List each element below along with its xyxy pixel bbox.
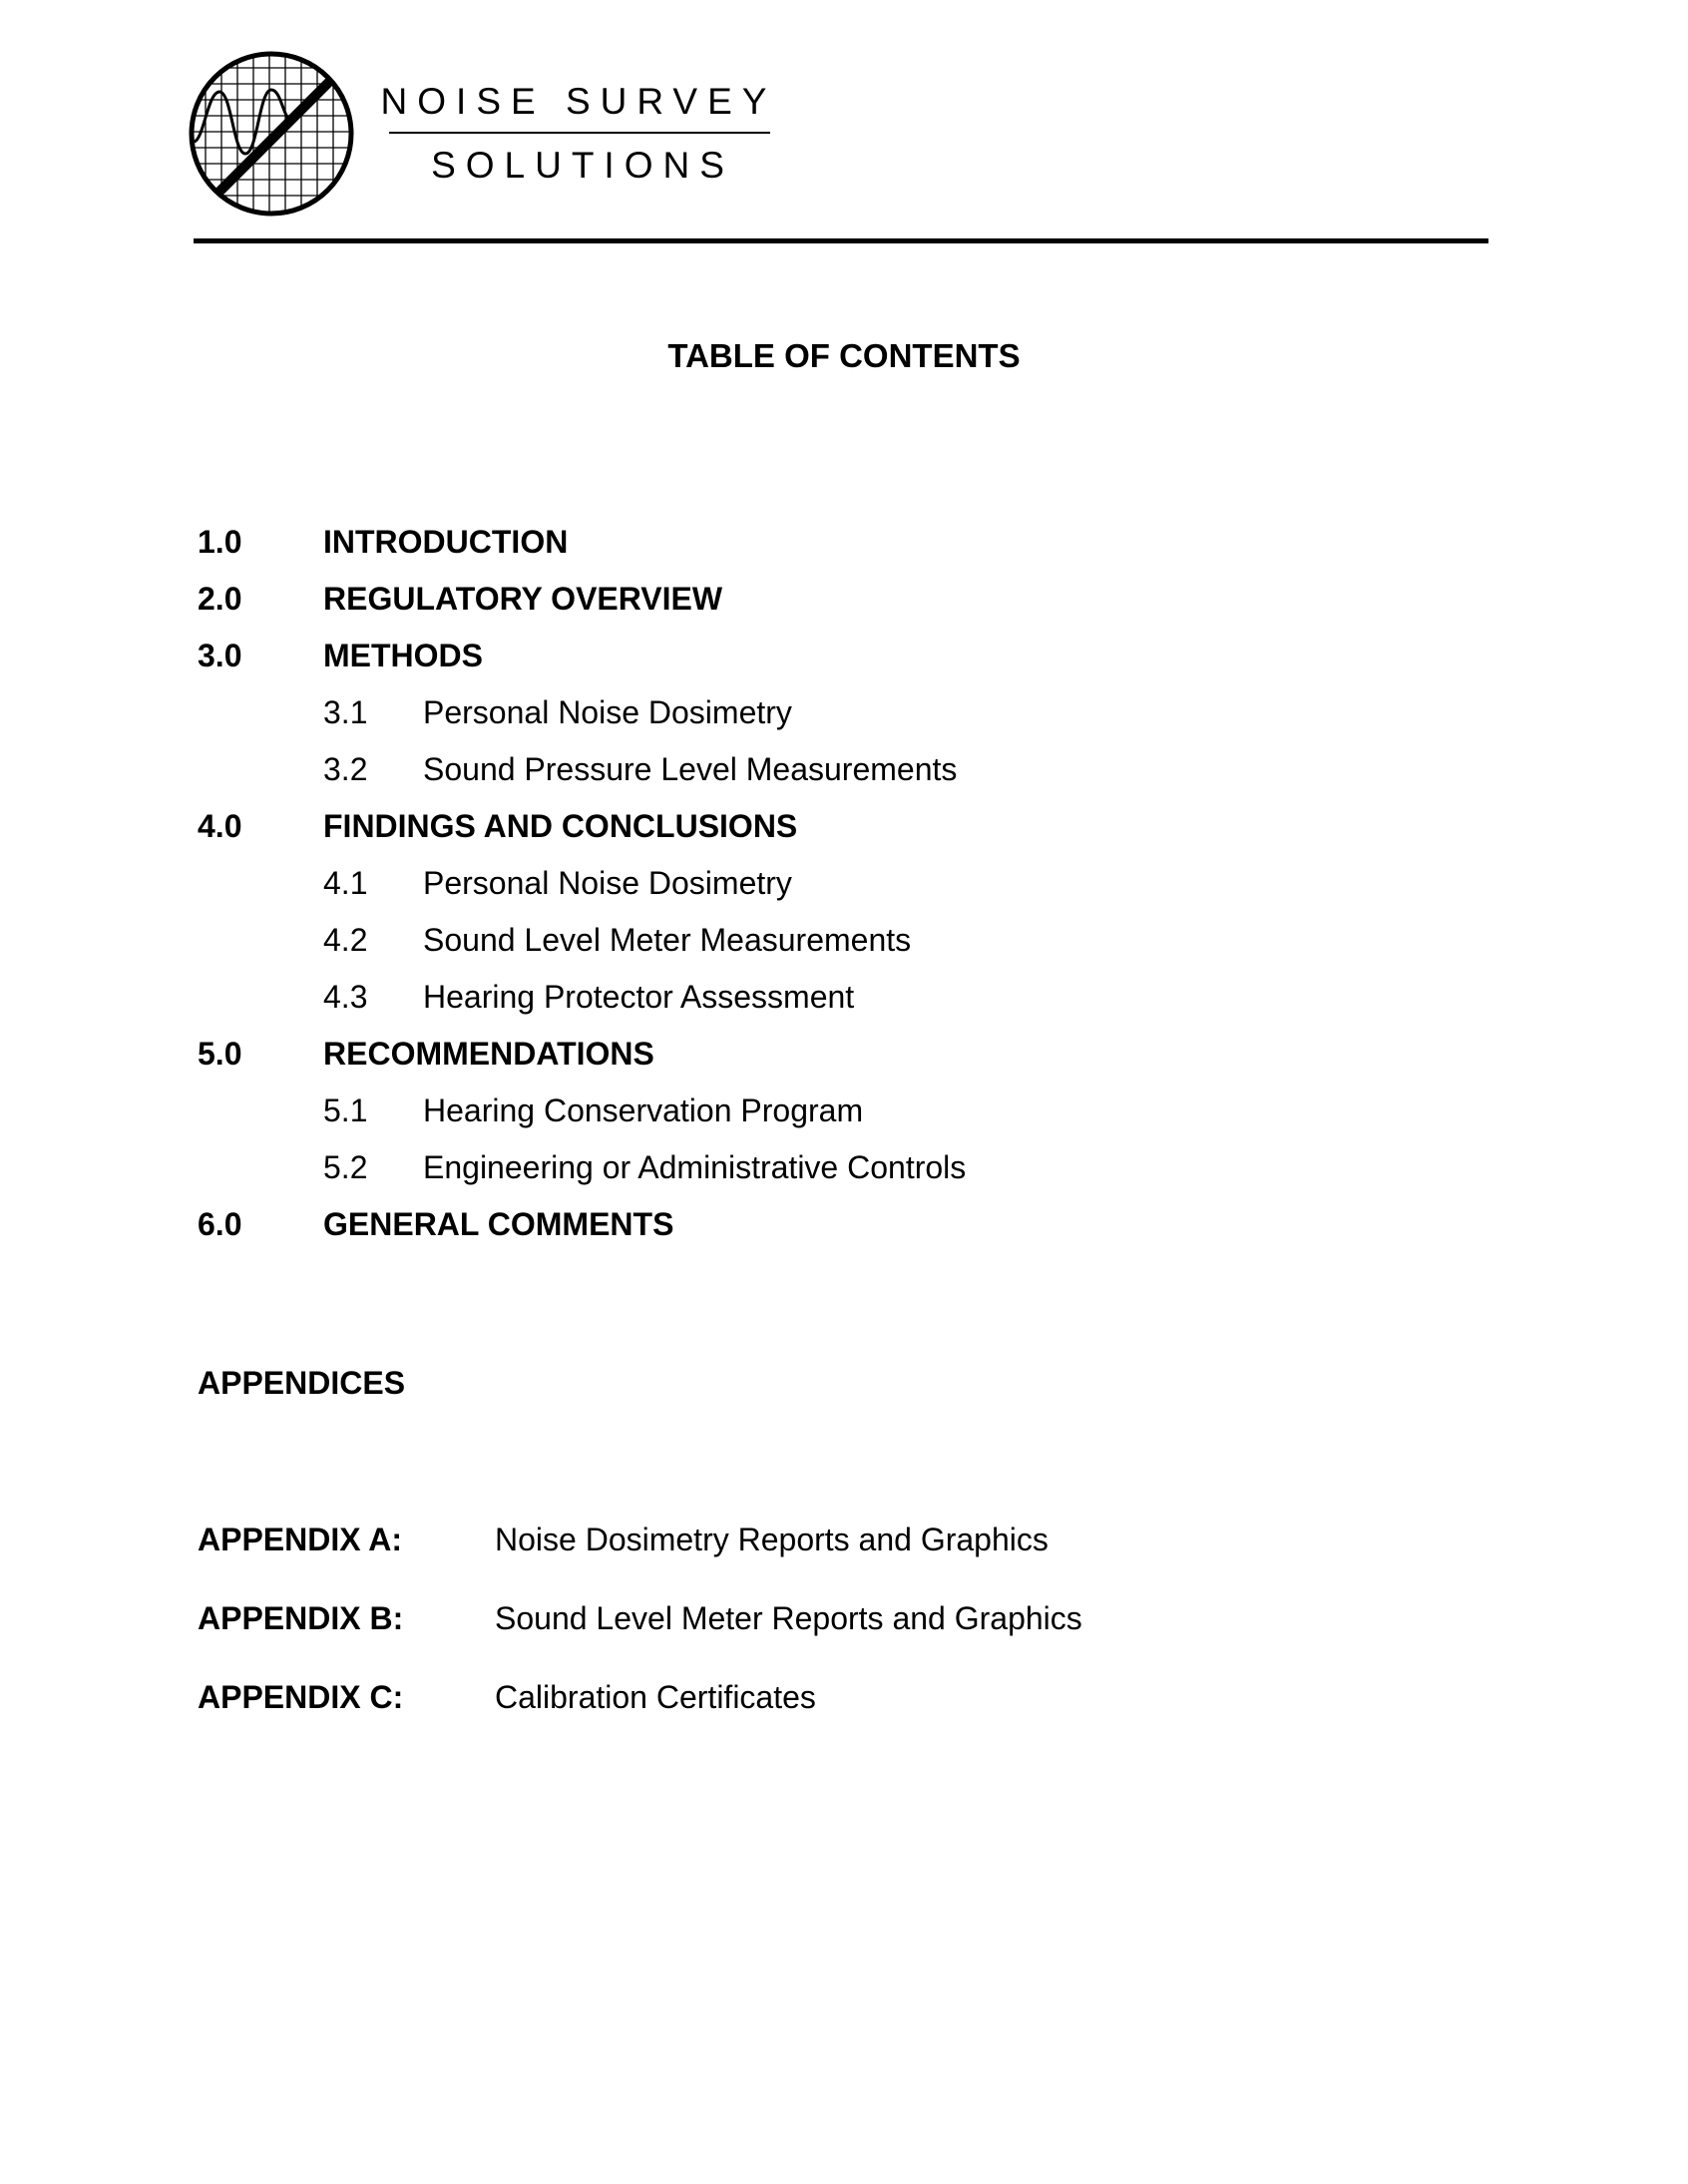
noise-graph-slash-logo-icon: [188, 50, 355, 218]
appendix-key: APPENDIX A:: [198, 1522, 403, 1557]
toc-entry: [198, 1204, 1395, 1261]
toc-subentry: [198, 1091, 1395, 1147]
toc-subentry-number: 5.2: [323, 1149, 368, 1185]
toc-subentry-label: Sound Level Meter Measurements: [423, 922, 912, 958]
toc-subentry-label: Hearing Protector Assessment: [423, 979, 855, 1015]
toc-subentry-label: Personal Noise Dosimetry: [423, 694, 792, 730]
company-logo-text: [379, 80, 778, 188]
toc-entry-number: 3.0: [198, 638, 242, 673]
toc-entry-number: 2.0: [198, 581, 242, 617]
toc-entry-label: INTRODUCTION: [323, 524, 569, 560]
toc-subentry: [198, 863, 1395, 920]
toc-entry: [198, 806, 1395, 863]
appendix-title: Sound Level Meter Reports and Graphics: [495, 1600, 1082, 1636]
appendix-entry: [198, 1677, 1395, 1756]
header-rule: [194, 238, 1488, 243]
toc-entry: [198, 636, 1395, 692]
toc-entry-number: 6.0: [198, 1206, 242, 1242]
toc-subentry-label: Sound Pressure Level Measurements: [423, 751, 958, 787]
toc-subentry: [198, 920, 1395, 977]
toc-subentry-number: 5.1: [323, 1092, 368, 1128]
toc-entry-number: 1.0: [198, 524, 242, 560]
toc-subentry-label: Personal Noise Dosimetry: [423, 865, 792, 901]
toc-entry-label: REGULATORY OVERVIEW: [323, 581, 723, 617]
appendix-title: Calibration Certificates: [495, 1679, 816, 1715]
toc-subentry-number: 4.1: [323, 865, 368, 901]
appendix-entry: [198, 1598, 1395, 1677]
appendix-list: [198, 1520, 1395, 1756]
appendix-key: APPENDIX C:: [198, 1679, 404, 1715]
toc-subentry-number: 3.1: [323, 694, 368, 730]
logo-line-noise-survey: NOISE SURVEY: [380, 81, 777, 122]
appendix-entry: [198, 1520, 1395, 1598]
logo-line-solutions: SOLUTIONS: [431, 145, 734, 186]
toc-subentry-number: 4.3: [323, 979, 368, 1015]
toc-entry: [198, 1034, 1395, 1091]
toc-entry-label: GENERAL COMMENTS: [323, 1206, 674, 1242]
toc-entry-number: 4.0: [198, 808, 242, 844]
toc-subentry-number: 4.2: [323, 922, 368, 958]
logo-divider: [389, 132, 770, 134]
toc-subentry: [198, 1147, 1395, 1204]
toc-entry-label: RECOMMENDATIONS: [323, 1036, 654, 1072]
appendix-title: Noise Dosimetry Reports and Graphics: [495, 1522, 1049, 1557]
toc-subentry: [198, 749, 1395, 806]
toc-subentry: [198, 692, 1395, 749]
toc-entry-label: FINDINGS AND CONCLUSIONS: [323, 808, 798, 844]
table-of-contents: [198, 522, 1395, 1261]
toc-subentry-label: Hearing Conservation Program: [423, 1092, 864, 1128]
toc-entry: [198, 579, 1395, 636]
toc-entry-number: 5.0: [198, 1036, 242, 1072]
toc-subentry: [198, 977, 1395, 1034]
toc-subentry-number: 3.2: [323, 751, 368, 787]
toc-entry-label: METHODS: [323, 638, 483, 673]
appendix-key: APPENDIX B:: [198, 1600, 404, 1636]
toc-subentry-label: Engineering or Administrative Controls: [423, 1149, 967, 1185]
page-header: [188, 50, 1488, 244]
toc-entry: [198, 522, 1395, 579]
appendices-heading: APPENDICES: [198, 1365, 406, 1401]
page-title: TABLE OF CONTENTS: [667, 337, 1021, 374]
